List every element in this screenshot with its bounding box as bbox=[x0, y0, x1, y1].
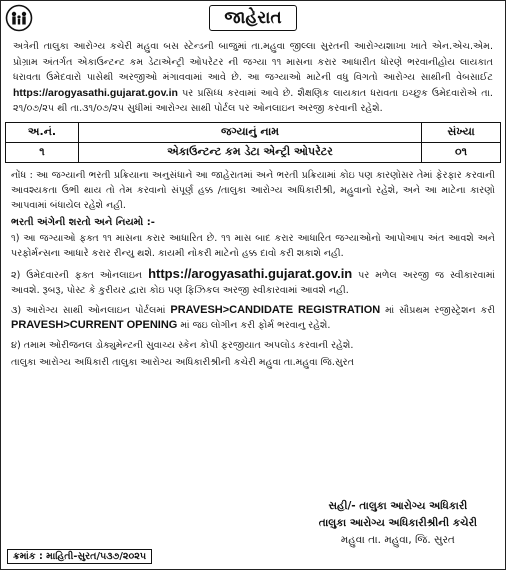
condition-3-text-end: માં જઇ લોગીન કરી ફોર્મ ભરવાનુ રહેશે. bbox=[180, 319, 331, 331]
condition-1: ૧) આ જગ્યાઓ ફક્ત ૧૧ માસના કરાર આધારિત છે. ૧૧ માસ બાદ કરાર આધારિત જગ્યાઓનો આપોઆપ અંત આવશે અને પરફોર્મન્સના આધારે કરાર રીન્યુ થશે. કાયમી નોકરી માટેનો હક્ક દાવો કરી શકાશે નહી. bbox=[11, 232, 495, 259]
signature-line-2: તાલુકા આરોગ્ય અધિકારીશ્રીની કચેરી bbox=[318, 517, 477, 529]
condition-2-website-link[interactable]: https://arogyasathi.gujarat.gov.in bbox=[148, 265, 353, 281]
header bbox=[1, 1, 505, 35]
signature-line-1: સહી/- તાલુકા આરોગ્ય અધિકારી bbox=[328, 500, 468, 512]
note-paragraph: નોંધ : આ જગ્યાની ભરતી પ્રક્રિયાના અનુસંધાને આ જાહેરાતમાં અને ભરતી પ્રક્રિયામાં કોઇ પણ કારણોસર તેમાં ફેરફાર કરવાની આવશ્યકતા ઉભી થાય તો તેમ કરવાનો સંપૂર્ણ હક્ક /તાલુકા આરોગ્ય અધિકારીશ્રી, મહુવાનો રહેશે, અને આ માટેના કારણો આપવામાં બંધાયેલ રહેશે નહી. bbox=[11, 169, 495, 211]
condition-3-text-middle: માં સૌપ્રથમ રજીસ્ટ્રેશન કરી bbox=[385, 304, 495, 316]
posts-table bbox=[5, 122, 501, 163]
table-row bbox=[6, 142, 501, 162]
cell-post-name: એકાઉન્ટન્ટ કમ ડેટા એન્ટ્રી ઓપરેટર bbox=[79, 142, 422, 162]
header-serial-no: અ.નં. bbox=[6, 122, 79, 142]
condition-3-text-start: ૩) આરોગ્ય સાથી ઓનલાઇન પોર્ટલમાં bbox=[11, 304, 166, 316]
intro-website-link[interactable]: https://arogyasathi.gujarat.gov.in bbox=[13, 86, 178, 99]
condition-2 bbox=[11, 266, 495, 298]
closing-line: તાલુકા આરોગ્ય અધિકારી તાલુકા આરોગ્ય અધિકારીશ્રીની કચેરી મહુવા તા.મહુવા જિ.સુરત bbox=[11, 356, 354, 368]
cell-count: ૦૧ bbox=[422, 142, 501, 162]
condition-4: ૪) તમામ ઓરીજનલ ડોક્યુમેન્ટની સુવાચ્ય સ્કેન કોપી ફરજીયાત અપલોડ કરવાની રહેશે. bbox=[11, 339, 354, 351]
intro-paragraph bbox=[1, 35, 505, 117]
condition-2-text-end: પર મળેલ અરજી જ સ્વીકારવામાં આવશે. રૂબરૂ, પોસ્ટ કે કુરીયર દ્વારા કોઇ પણ ફિઝિકલ અરજી સ્વીકારવામાં આવશે નહી. bbox=[11, 269, 495, 296]
intro-text-start: અત્રેની તાલુકા આરોગ્ય કચેરી મહુવા બસ સ્ટેન્ડની બાજુમાં તા.મહુવા જીલ્લા સુરતની આરોગ્યશાખા ખાતે એન.એચ.એમ. પ્રોગ્રામ અંતર્ગત એકાઉન્ટન્ટ કમ ડેટાએન્ટ્રી ઓપરેટર ની જગ્યા ૧૧ માસના કરાર આધારીત ધોરણે ભરવાનીહોય લાયકાત ધરાવતા ઉમેદવારો પાસેથી અરજીઓ મંગાવવામાં આવે છે. આ જગ્યાઓ માટેની વધુ વિગતો આરોગ્ય સાથીની વેબસાઈટ bbox=[13, 41, 493, 83]
cell-serial-no: ૧ bbox=[6, 142, 79, 162]
header-post-name: જગ્યાનું નામ bbox=[79, 122, 422, 142]
reference-number: ક્રમાંક : માહિતી-સુરત/૫૩૭/૨૦૨૫ bbox=[7, 549, 152, 564]
conditions-heading: ભરતી અંગેની શરતો અને નિયમો :- bbox=[11, 216, 155, 228]
table-header-row bbox=[6, 122, 501, 142]
family-emblem-icon bbox=[5, 4, 33, 32]
header-count: સંખ્યા bbox=[422, 122, 501, 142]
page-title: જાહેરાત bbox=[209, 5, 296, 31]
condition-3-registration-path: PRAVESH>CANDIDATE REGISTRATION bbox=[170, 303, 381, 316]
intro-text-end: પર પ્રસિધ્ધ કરવામાં આવે છે. શૈક્ષણિક લાયકાત ધરાવતા ઇચ્છુક ઉમેદવારોએ તા. ૨૧/૦૭/૨૫ થી તા.૩૧/૦૭/૨૫ સુધીમાં આરોગ્ય સાથી પોર્ટલ પર ઓનલાઇન અરજી કરવાની રહેશે. bbox=[13, 87, 493, 114]
condition-2-text-start: ૨) ઉમેદવારની ફક્ત ઓનલાઇન bbox=[11, 269, 143, 281]
condition-3 bbox=[11, 303, 495, 333]
signature-line-3: મહુવા તા. મહુવા, જિ. સુરત bbox=[340, 534, 455, 546]
condition-3-opening-path: PRAVESH>CURRENT OPENING bbox=[11, 318, 178, 331]
conditions-list bbox=[1, 231, 505, 370]
signature-block bbox=[319, 498, 477, 549]
